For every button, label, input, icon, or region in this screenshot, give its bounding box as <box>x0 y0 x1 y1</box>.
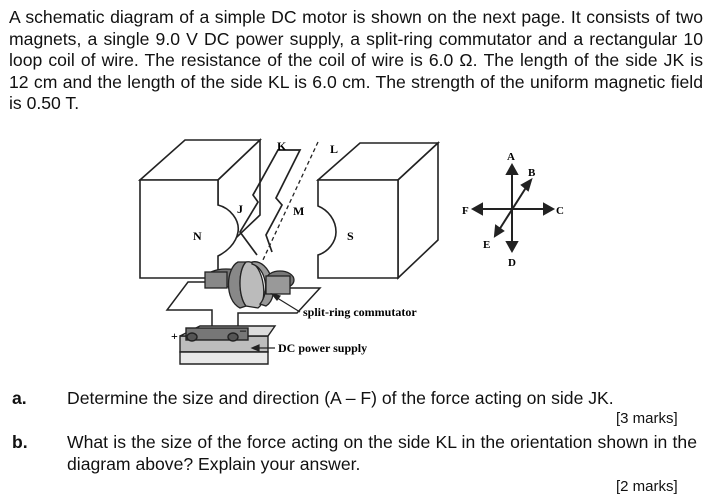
compass-b: B <box>528 167 536 179</box>
question-a-marks: [3 marks] <box>616 410 678 427</box>
label-split-ring-commutator: split-ring commutator <box>303 305 417 319</box>
south-magnet <box>318 143 438 278</box>
question-b-marks: [2 marks] <box>616 478 678 495</box>
question-b-text: What is the size of the force acting on the side KL in the orientation shown in the diagram above? Explain your answer. <box>67 432 697 474</box>
question-b-letter: b. <box>12 432 28 452</box>
compass-d: D <box>508 257 516 269</box>
dc-power-supply <box>180 326 275 364</box>
compass-c: C <box>556 205 564 217</box>
label-k: K <box>277 139 287 153</box>
label-n: N <box>193 229 202 243</box>
positive-terminal-label: + <box>171 329 178 343</box>
negative-terminal-label: – <box>240 323 246 337</box>
question-a-text: Determine the size and direction (A – F) of the force acting on side JK. <box>67 388 614 408</box>
label-l: L <box>330 142 339 156</box>
compass-a: A <box>507 151 515 163</box>
compass-f: F <box>462 205 469 217</box>
intro-paragraph: A schematic diagram of a simple DC motor is shown on the next page. It consists of two magnets, a single 9.0 V DC power supply, a split-ring commutator and a rectangular 10 loop coil of wire. The resistance of the coil of wire is 6.0 Ω. The length of the side JK is 12 cm and the length of the side KL is 6.0 cm. The strength of the uniform magnetic field is 0.50 T. <box>9 7 703 113</box>
rotation-axis <box>262 142 318 262</box>
label-j: J <box>237 202 243 216</box>
question-a-letter: a. <box>12 388 27 408</box>
label-dc-power-supply: DC power supply <box>278 341 368 355</box>
label-s: S <box>347 229 354 243</box>
compass-e: E <box>483 239 491 251</box>
label-m: M <box>293 204 305 218</box>
